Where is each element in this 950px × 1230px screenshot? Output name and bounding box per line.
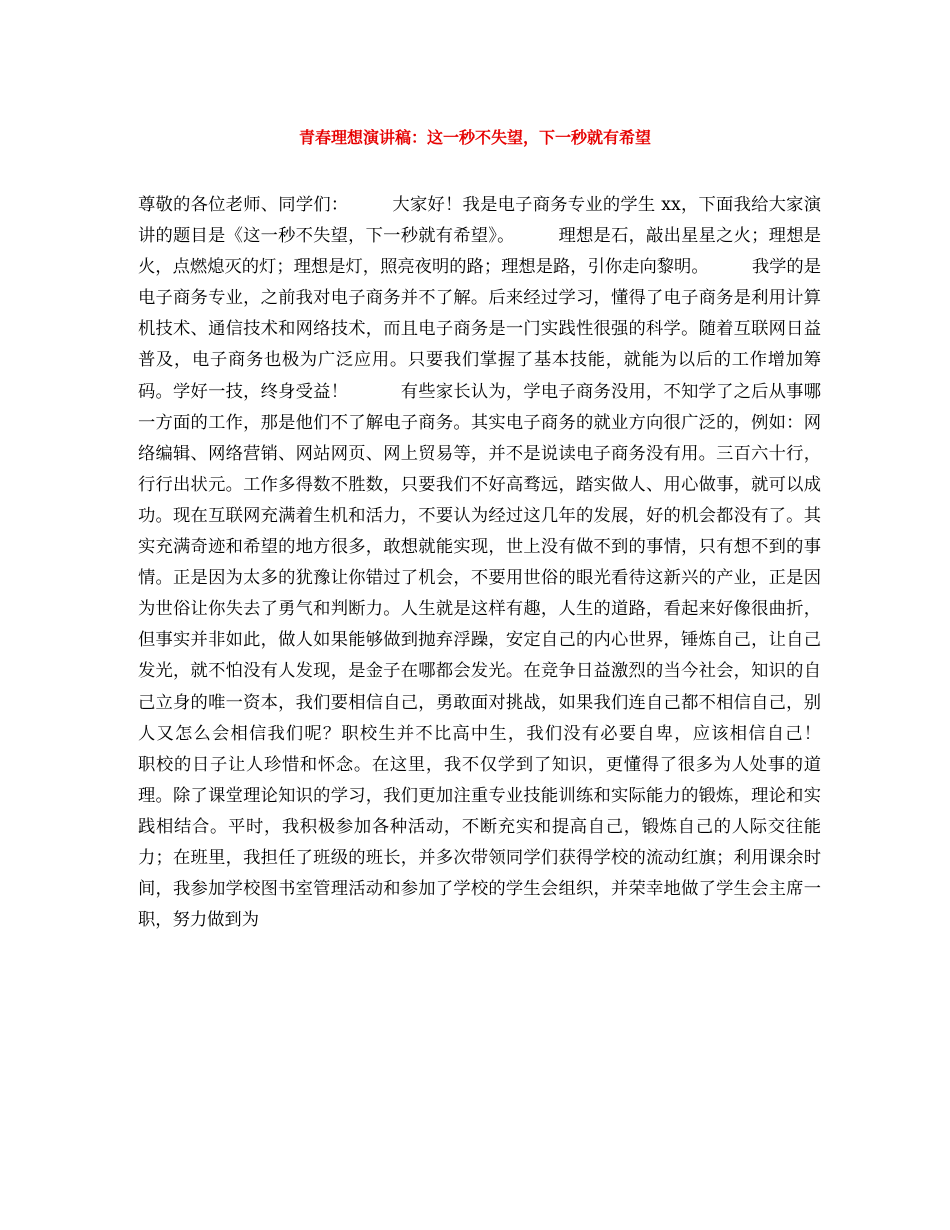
document-body-text: 尊敬的各位老师、同学们： 大家好！我是电子商务专业的学生 xx，下面我给大家演讲的题目是《这一秒不失望，下一秒就有希望》。 理想是石，敲出星星之火；理想是火，点燃熄灭的灯；理想是灯，照亮夜明的路；理想是路，引你走向黎明。 我学的是电子商务专业，之前我对电子商务并不了解。后来经过学习，懂得了电子商务是利用计算机技术、通信技术和网络技术，而且电子商务是一门实践性很强的科学。随着互联网日益普及，电子商务也极为广泛应用。只要我们掌握了基本技能，就能为以后的工作增加筹码。学好一技，终身受益！ 有些家长认为，学电子商务没用，不知学了之后从事哪一方面的工作，那是他们不了解电子商务。其实电子商务的就业方向很广泛的，例如：网络编辑、网络营销、网站网页、网上贸易等，并不是说读电子商务没有用。三百六十行，行行出状元。工作多得数不胜数，只要我们不好高骛远，踏实做人、用心做事，就可以成功。现在互联网充满着生机和活力，不要认为经过这几年的发展，好的机会都没有了。其实充满奇迹和希望的地方很多，敢想就能实现，世上没有做不到的事情，只有想不到的事情。正是因为太多的犹豫让你错过了机会，不要用世俗的眼光看待这新兴的产业，正是因为世俗让你失去了勇气和判断力。人生就是这样有趣，人生的道路，看起来好像很曲折，但事实并非如此，做人如果能够做到抛弃浮躁，安定自己的内心世界，锤炼自己，让自己发光，就不怕没有人发现，是金子在哪都会发光。在竞争日益激烈的当今社会，知识的自己立身的唯一资本，我们要相信自己，勇敢面对挑战，如果我们连自己都不相信自己，别人又怎么会相信我们呢？职校生并不比高中生，我们没有必要自卑，应该相信自己！ 职校的日子让人珍惜和怀念。在这里，我不仅学到了知识，更懂得了很多为人处事的道理。除了课堂理论知识的学习，我们更加注重专业技能训练和实际能力的锻炼，理论和实践相结合。平时，我积极参加各种活动，不断充实和提高自己，锻炼自己的人际交往能力；在班里，我担任了班级的班长，并多次带领同学们获得学校的流动红旗；利用课余时间，我参加学校图书室管理活动和参加了学校的学生会组织，并荣幸地做了学生会主席一职，努力做到为 xyxy=(138,195,873,931)
document-title: 青春理想演讲稿：这一秒不失望，下一秒就有希望 xyxy=(298,128,651,147)
